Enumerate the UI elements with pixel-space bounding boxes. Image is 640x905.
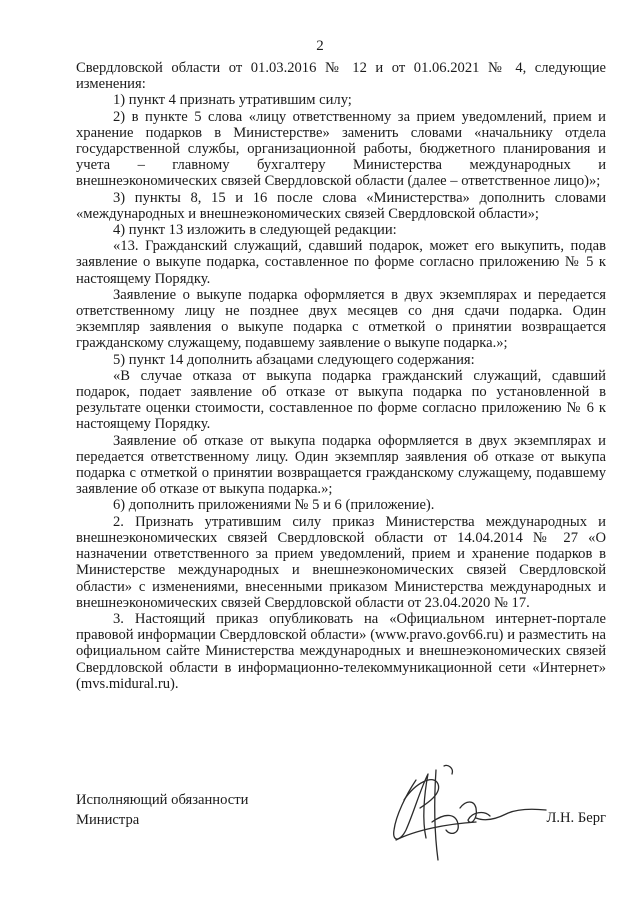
page-number: 2 [316,38,324,54]
paragraph-item-5-quote-1: «В случае отказа от выкупа подарка гражданский служащий, сдавший подарок, подает заявление об отказе от выкупа подарка по установленной в результате оценки стоимости, составленное по форме согласно приложению № 6 к настоящему Порядку. [76,367,606,433]
paragraph-item-4-quote-2: Заявление о выкупе подарка оформляется в двух экземплярах и передается ответственному лицу не позднее двух месяцев со дня сдачи подарка. Один экземпляр заявления о выкупе подарка с отметкой о принятии возвращается гражданскому служащему, подавшему заявление о выкупе подарка.»; [76,286,606,352]
document-body [76,60,606,692]
paragraph-item-1: 1) пункт 4 признать утратившим силу; [113,92,352,109]
paragraph-section-3: 3. Настоящий приказ опубликовать на «Официальном интернет-портале правовой информации Свердловской области» (www.pravo.gov66.ru) и разместить на официальном сайте Министерства международных и внешнеэкономических связей Свердловской области в информационно-телекоммуникационной сети «Интернет» (mvs.midural.ru). [76,610,606,692]
handwritten-signature [376,760,551,875]
paragraph-item-6: 6) дополнить приложениями № 5 и 6 (приложение). [113,497,435,514]
signatory-title [76,790,248,830]
paragraph-item-4: 4) пункт 13 изложить в следующей редакции: [113,222,397,239]
paragraph-item-3: 3) пункты 8, 15 и 16 после слова «Министерства» дополнить словами «международных и внешнеэкономических связей Свердловской области»; [76,189,606,222]
paragraph-intro: Свердловской области от 01.03.2016 № 12 и от 01.06.2021 № 4, следующие изменения: [76,60,606,93]
signatory-name: Л.Н. Берг [546,810,606,826]
paragraph-item-4-quote-1: «13. Гражданский служащий, сдавший подарок, может его выкупить, подав заявление о выкупе подарка, составленное по форме согласно приложению № 5 к настоящему Порядку. [76,238,606,287]
paragraph-section-2: 2. Признать утратившим силу приказ Министерства международных и внешнеэкономических связей Свердловской области от 14.04.2014 № 27 «О назначении ответственного за прием уведомлений, прием и хранение подарков в Министерстве международных и внешнеэкономических связей Свердловской области» с изменениями, внесенными приказом Министерства международных и внешнеэкономических связей Свердловской области от 23.04.2020 № 17. [76,513,606,611]
signatory-title-line-2: Министра [76,812,140,828]
paragraph-item-5-quote-2: Заявление об отказе от выкупа подарка оформляется в двух экземплярах и передается ответственному лицу. Один экземпляр заявления об отказе от выкупа подарка с отметкой о принятии возвращается гражданскому служащему, подавшему заявление об отказе от выкупа подарка.»; [76,432,606,498]
paragraph-item-2: 2) в пункте 5 слова «лицу ответственному за прием уведомлений, прием и хранение подарков в Министерстве» заменить словами «начальнику отдела государственной службы, организационной работы, бюджетного планирования и учета – главному бухгалтеру Министерства международных и внешнеэкономических связей Свердловской области (далее – ответственное лицо)»; [76,108,606,190]
signature-block [76,790,606,880]
signatory-title-line-1: Исполняющий обязанности [76,792,249,808]
paragraph-item-5: 5) пункт 14 дополнить абзацами следующего содержания: [113,351,475,368]
